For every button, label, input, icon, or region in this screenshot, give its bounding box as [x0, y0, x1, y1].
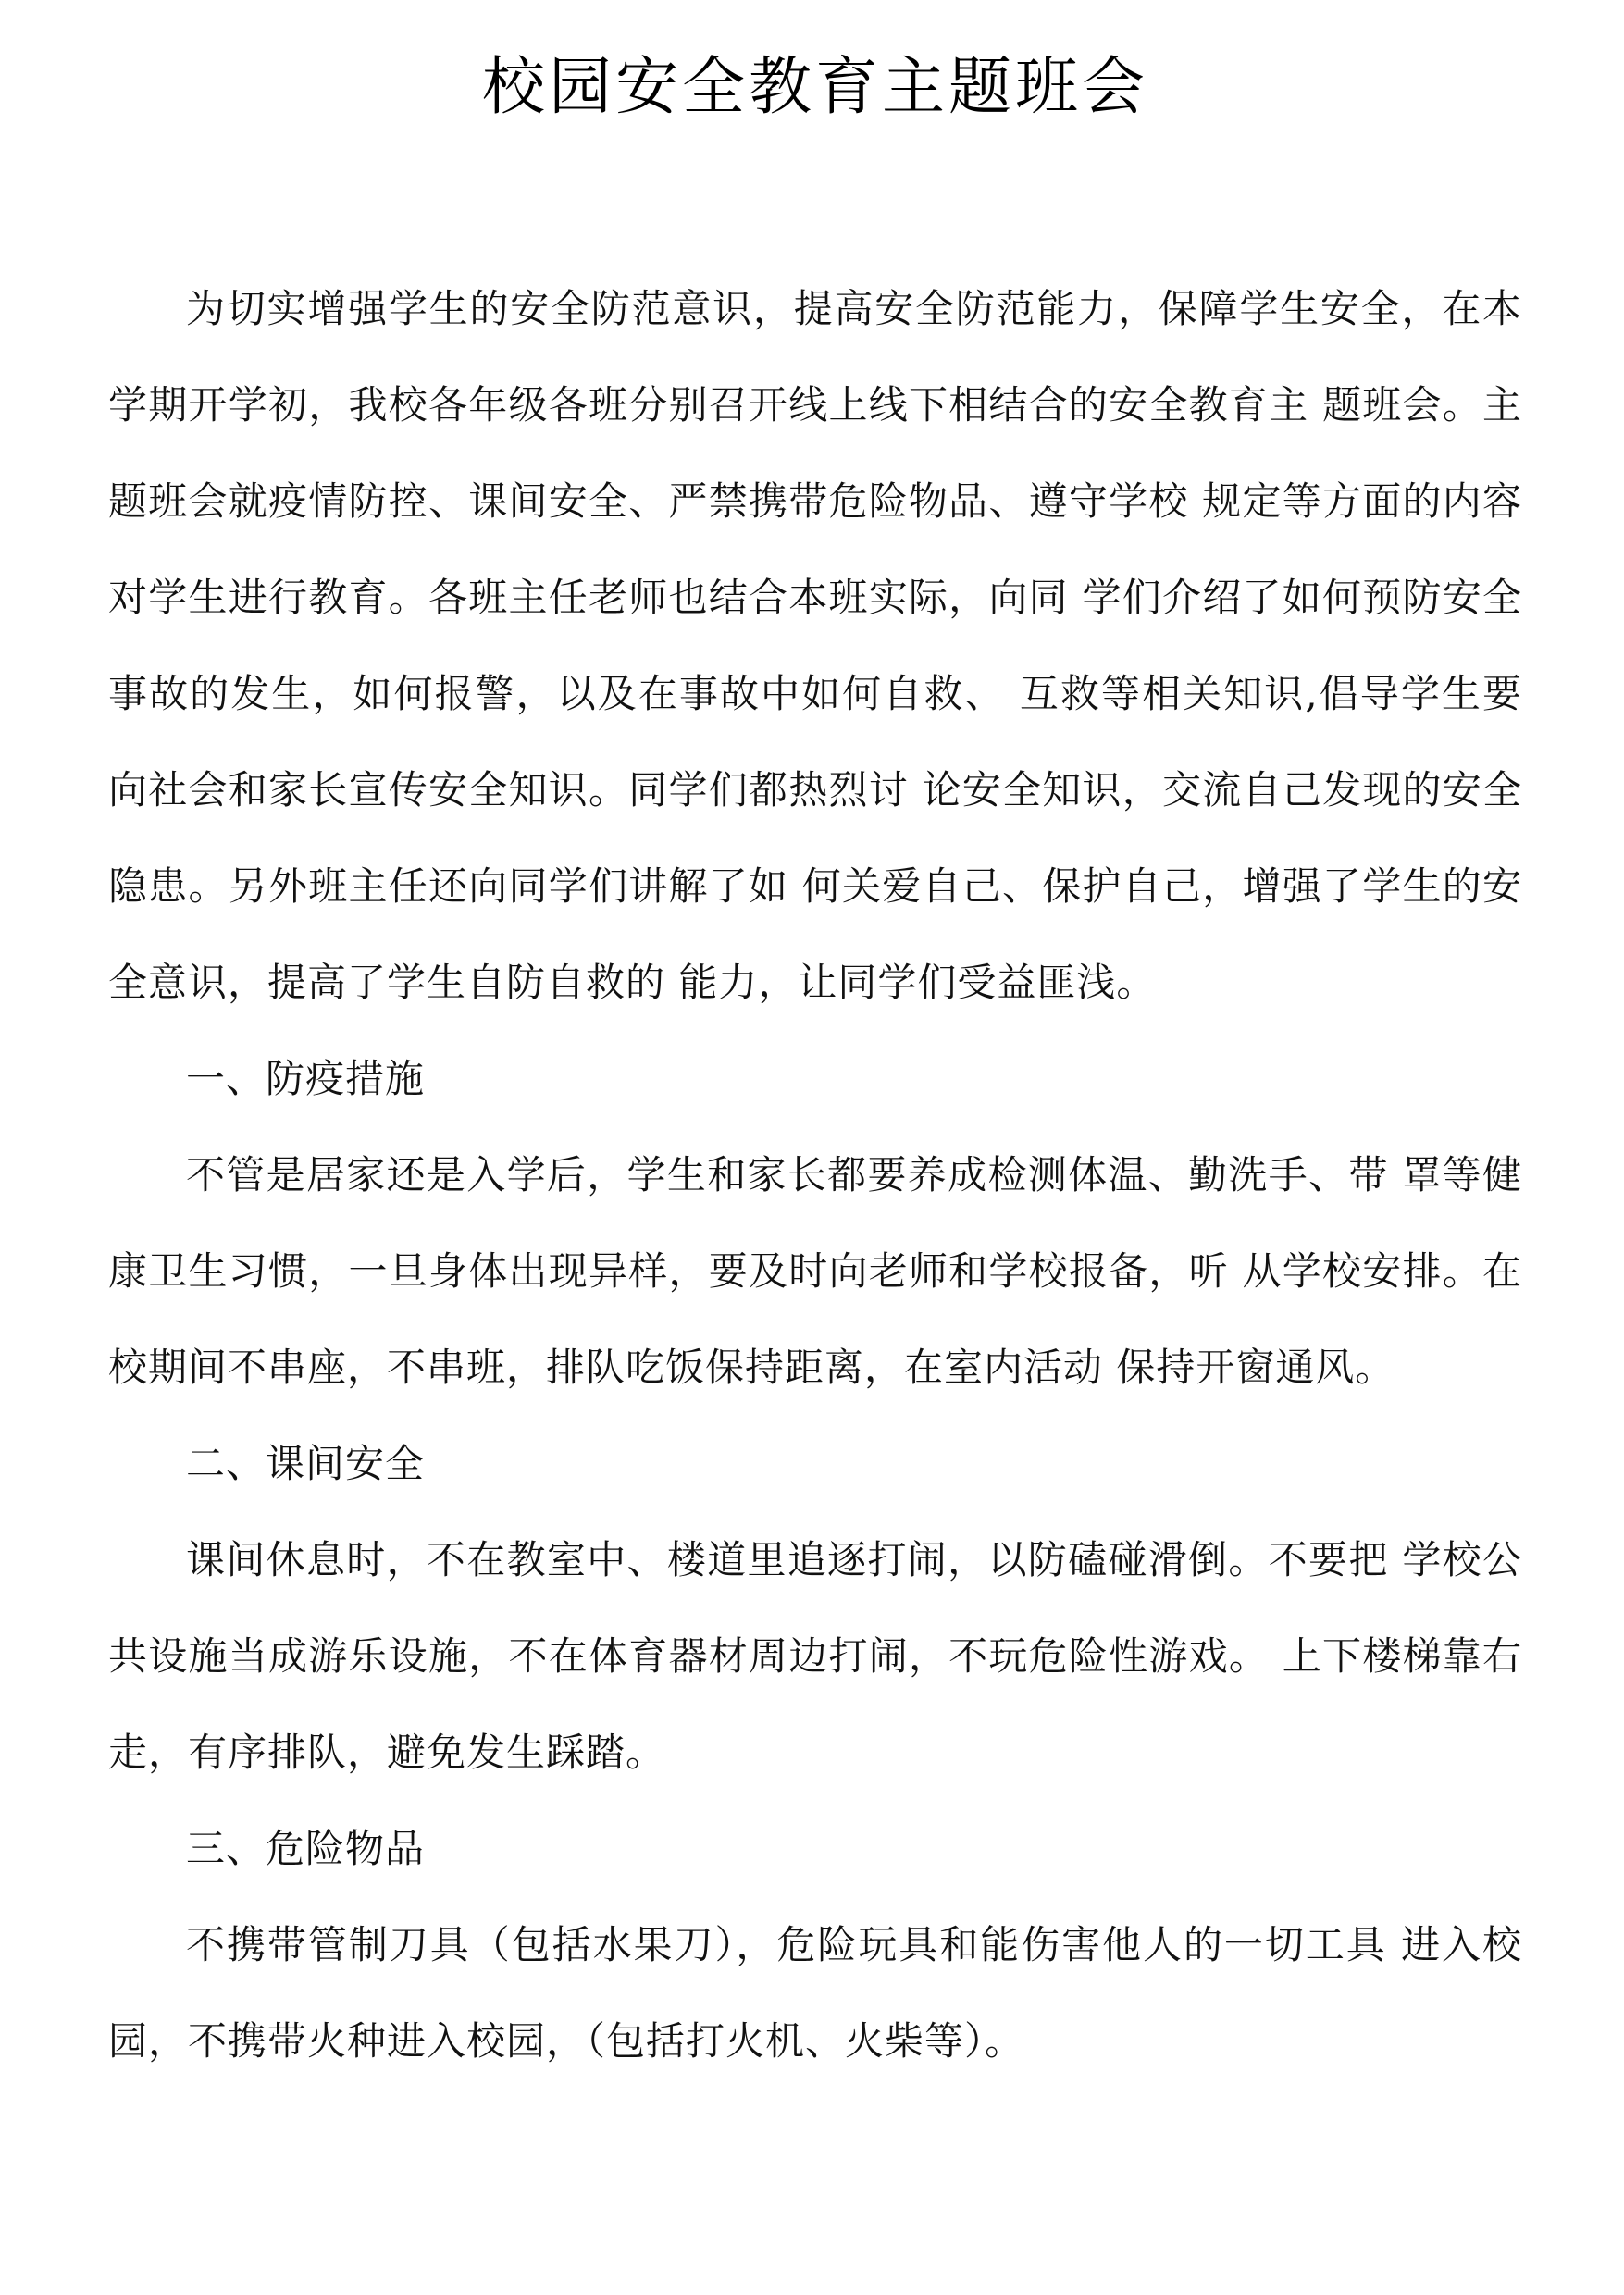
section-heading-epidemic: 一、防疫措施 [186, 1056, 426, 1101]
section-body-epidemic: 不管是居家还是入学后，学生和家长都要养成检测体温、勤洗手、带 罩等健康卫生习惯，一旦身体出现异样，要及时向老师和学校报备，听 从学校安排。在校期间不串座，不串班，排队吃饭保持距离，在室内活动 保持开窗通风。 [108, 1152, 1522, 1390]
section-body-dangerous-items: 不携带管制刀具（包括水果刀），危险玩具和能伤害他人的一切工具 进入校园，不携带火种进入校园，（包括打火机、火柴等）。 [108, 1922, 1522, 2064]
intro-paragraph: 为切实增强学生的安全防范意识，提高安全防范能力，保障学生安全，在本学期开学初，我校各年级各班分别召开线上线下相结合的安全教育主 题班会。主题班会就疫情防控、课间安全、严禁携带危险物品、遵守学校 规定等方面的内容对学生进行教育。各班主任老师也结合本班实际，向同 学们介绍了如何预防安全事故的发生，如何报警，以及在事故中如何自救、 互救等相关知识,倡导学生要向社会和家长宣传安全知识。同学们都热烈讨 论安全知识，交流自己发现的安全隐患。另外班主任还向同学们讲解了如 何关爱自己、保护自己，增强了学生的安全意识，提高了学生自防自救的 能力，让同学们受益匪浅。 [108, 286, 1523, 1005]
document-title: 校园安全教育主题班会 [481, 51, 1148, 124]
section-body-break-safety: 课间休息时，不在教室中、楼道里追逐打闹，以防磕碰滑倒。不要把 学校公共设施当成游乐设施，不在体育器材周边打闹，不玩危险性游戏。 上下楼梯靠右走，有序排队，避免发生踩踏。 [108, 1537, 1522, 1775]
section-heading-break-safety: 二、课间安全 [186, 1441, 426, 1486]
section-heading-dangerous-items: 三、危险物品 [186, 1826, 426, 1871]
